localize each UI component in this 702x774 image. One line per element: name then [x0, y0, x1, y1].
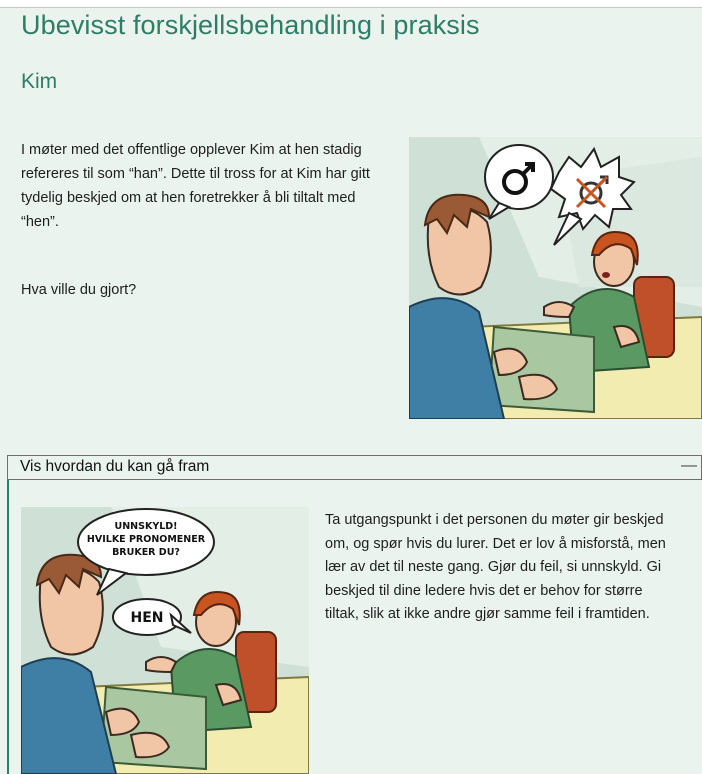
illustration-misgendering: [409, 137, 702, 419]
accordion-label: Vis hvordan du kan gå fram: [20, 458, 210, 475]
show-how-accordion[interactable]: [7, 455, 702, 480]
page-title: Ubevisst forskjellsbehandling i praksis: [21, 10, 480, 40]
intro-paragraph: I møter med det offentlige opplever Kim at hen stadig refereres til som “han”. Dette til tross for at Kim har gitt tydelig beskjed om at hen foretrekker å bli tiltalt med “hen”.: [21, 142, 370, 230]
collapse-icon[interactable]: —: [681, 457, 697, 474]
answer-paragraph: Ta utgangspunkt i det personen du møter gir beskjed om, og spør hvis du lurer. Det er lov å misforstå, men lær av det til neste gang. Gjør du feil, si unnskyld. Gi beskjed til dine ledere hvis det er behov for større tiltak, slik at ikke andre gjør samme feil i framtiden.: [325, 512, 666, 622]
illustration-asking-pronouns: [21, 507, 309, 774]
top-border: [0, 0, 702, 8]
bubble-question-line2: HVILKE PRONOMENER: [86, 534, 206, 545]
question-text: Hva ville du gjort?: [21, 282, 137, 298]
bubble-question-line1: UNNSKYLD!: [114, 521, 178, 532]
bubble-answer: HEN: [130, 610, 164, 626]
section-title: Kim: [21, 70, 58, 93]
bubble-question-line3: BRUKER DU?: [112, 547, 180, 558]
accordion-left-rule: [7, 455, 9, 774]
